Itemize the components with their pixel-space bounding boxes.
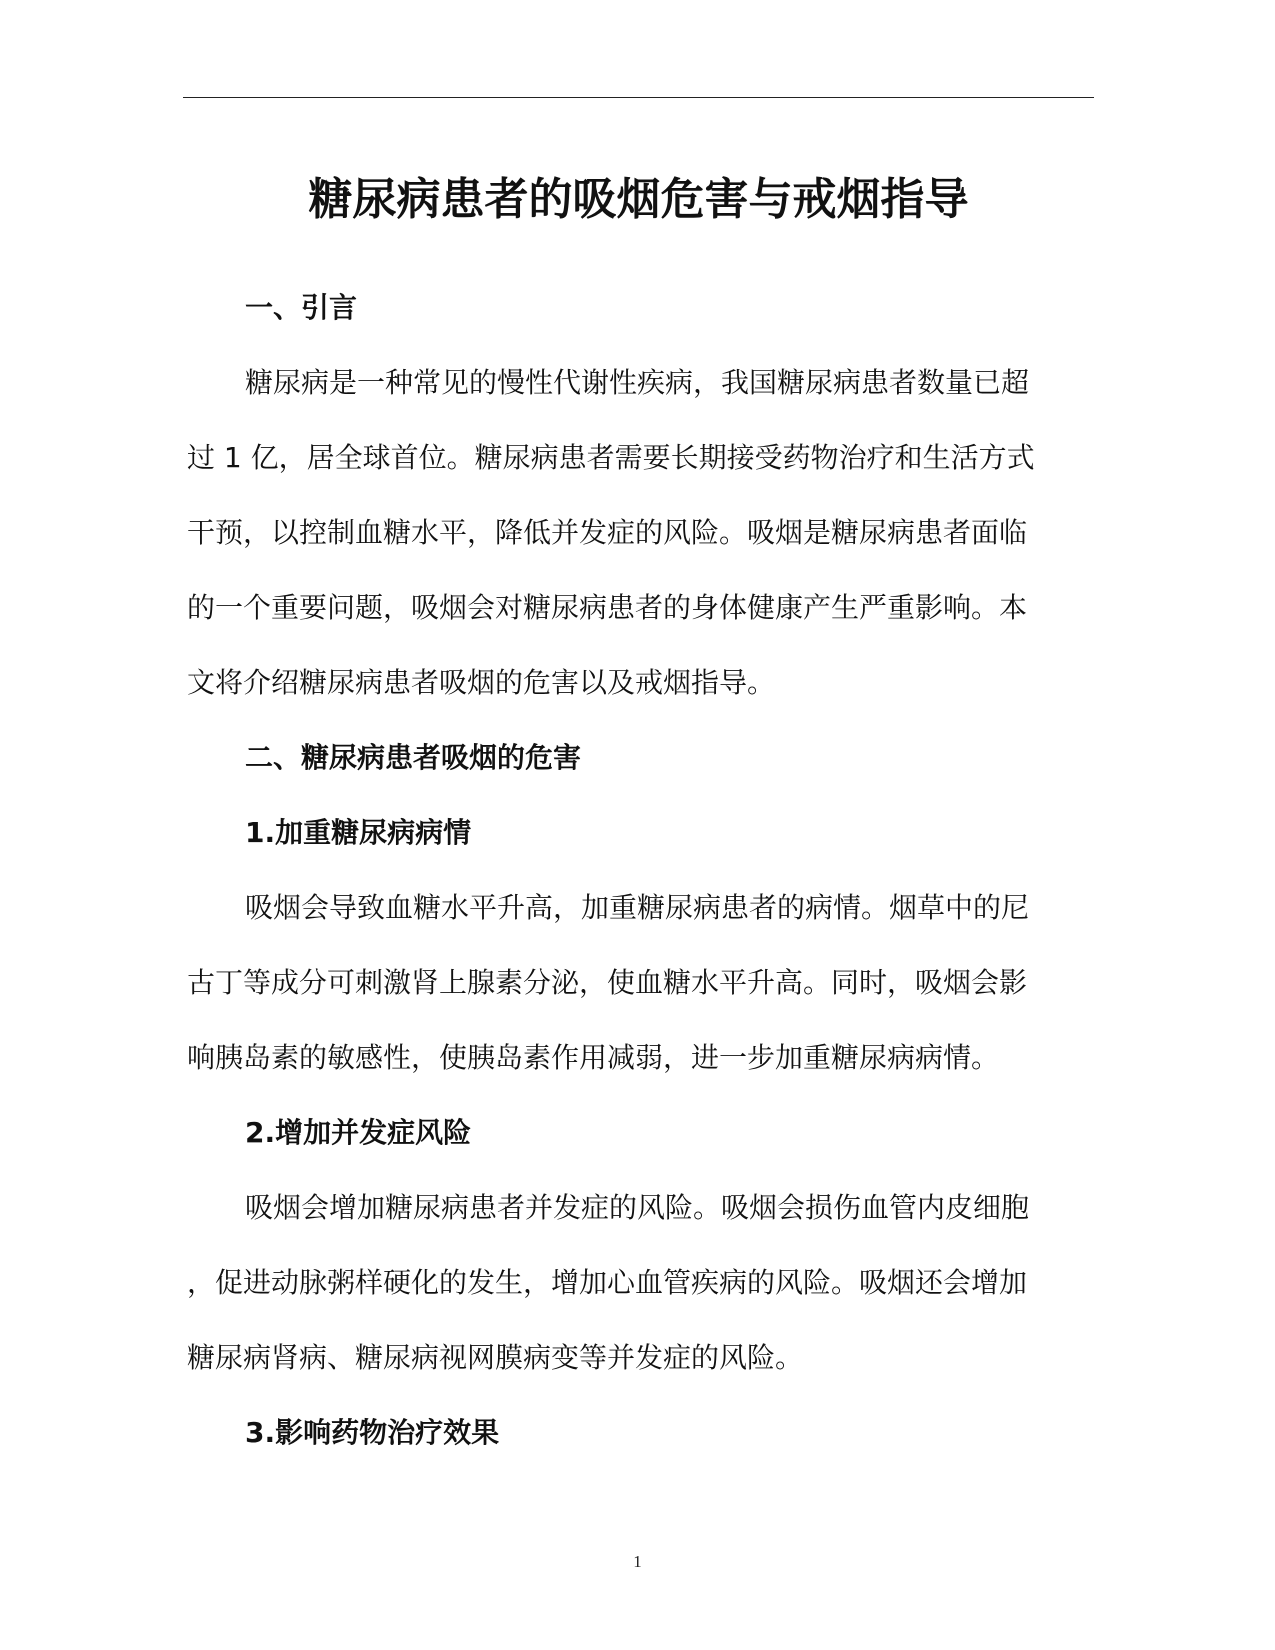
document-title: 糖尿病患者的吸烟危害与戒烟指导: [308, 174, 969, 225]
paragraph-line: 吸烟会导致血糖水平升高，加重糖尿病患者的病情。烟草中的尼: [245, 891, 1030, 924]
paragraph-line: 文将介绍糖尿病患者吸烟的危害以及戒烟指导。: [187, 666, 776, 699]
subsection-heading-complication-risk: 2.增加并发症风险: [245, 1116, 472, 1149]
paragraph-line: 响胰岛素的敏感性，使胰岛素作用减弱，进一步加重糖尿病病情。: [187, 1041, 1000, 1074]
header-rule: [183, 97, 1094, 98]
paragraph-line: 古丁等成分可刺激肾上腺素分泌，使血糖水平升高。同时，吸烟会影: [187, 966, 1028, 999]
paragraph-line: 干预，以控制血糖水平，降低并发症的风险。吸烟是糖尿病患者面临: [187, 516, 1028, 549]
section-heading-harms: 二、糖尿病患者吸烟的危害: [245, 741, 582, 774]
page-number: 1: [633, 1552, 642, 1571]
paragraph-complication-risk: [187, 1170, 1067, 1395]
paragraph-line: ，促进动脉粥样硬化的发生，增加心血管疾病的风险。吸烟还会增加: [187, 1266, 1028, 1299]
subsection-heading-drug-effect: 3.影响药物治疗效果: [245, 1416, 500, 1449]
paragraph-worsen-condition: [187, 870, 1067, 1095]
paragraph-line: 糖尿病肾病、糖尿病视网膜病变等并发症的风险。: [187, 1341, 804, 1374]
paragraph-line: 吸烟会增加糖尿病患者并发症的风险。吸烟会损伤血管内皮细胞: [245, 1191, 1030, 1224]
paragraph-line: 的一个重要问题，吸烟会对糖尿病患者的身体健康产生严重影响。本: [187, 591, 1028, 624]
paragraph-line: 过 1 亿，居全球首位。糖尿病患者需要长期接受药物治疗和生活方式: [187, 441, 1035, 474]
document-body: [187, 270, 1067, 1470]
subsection-heading-worsen-condition: 1.加重糖尿病病情: [245, 816, 472, 849]
paragraph-intro: [187, 345, 1067, 720]
section-heading-intro: 一、引言: [245, 291, 358, 324]
paragraph-line: 糖尿病是一种常见的慢性代谢性疾病，我国糖尿病患者数量已超: [245, 366, 1030, 399]
